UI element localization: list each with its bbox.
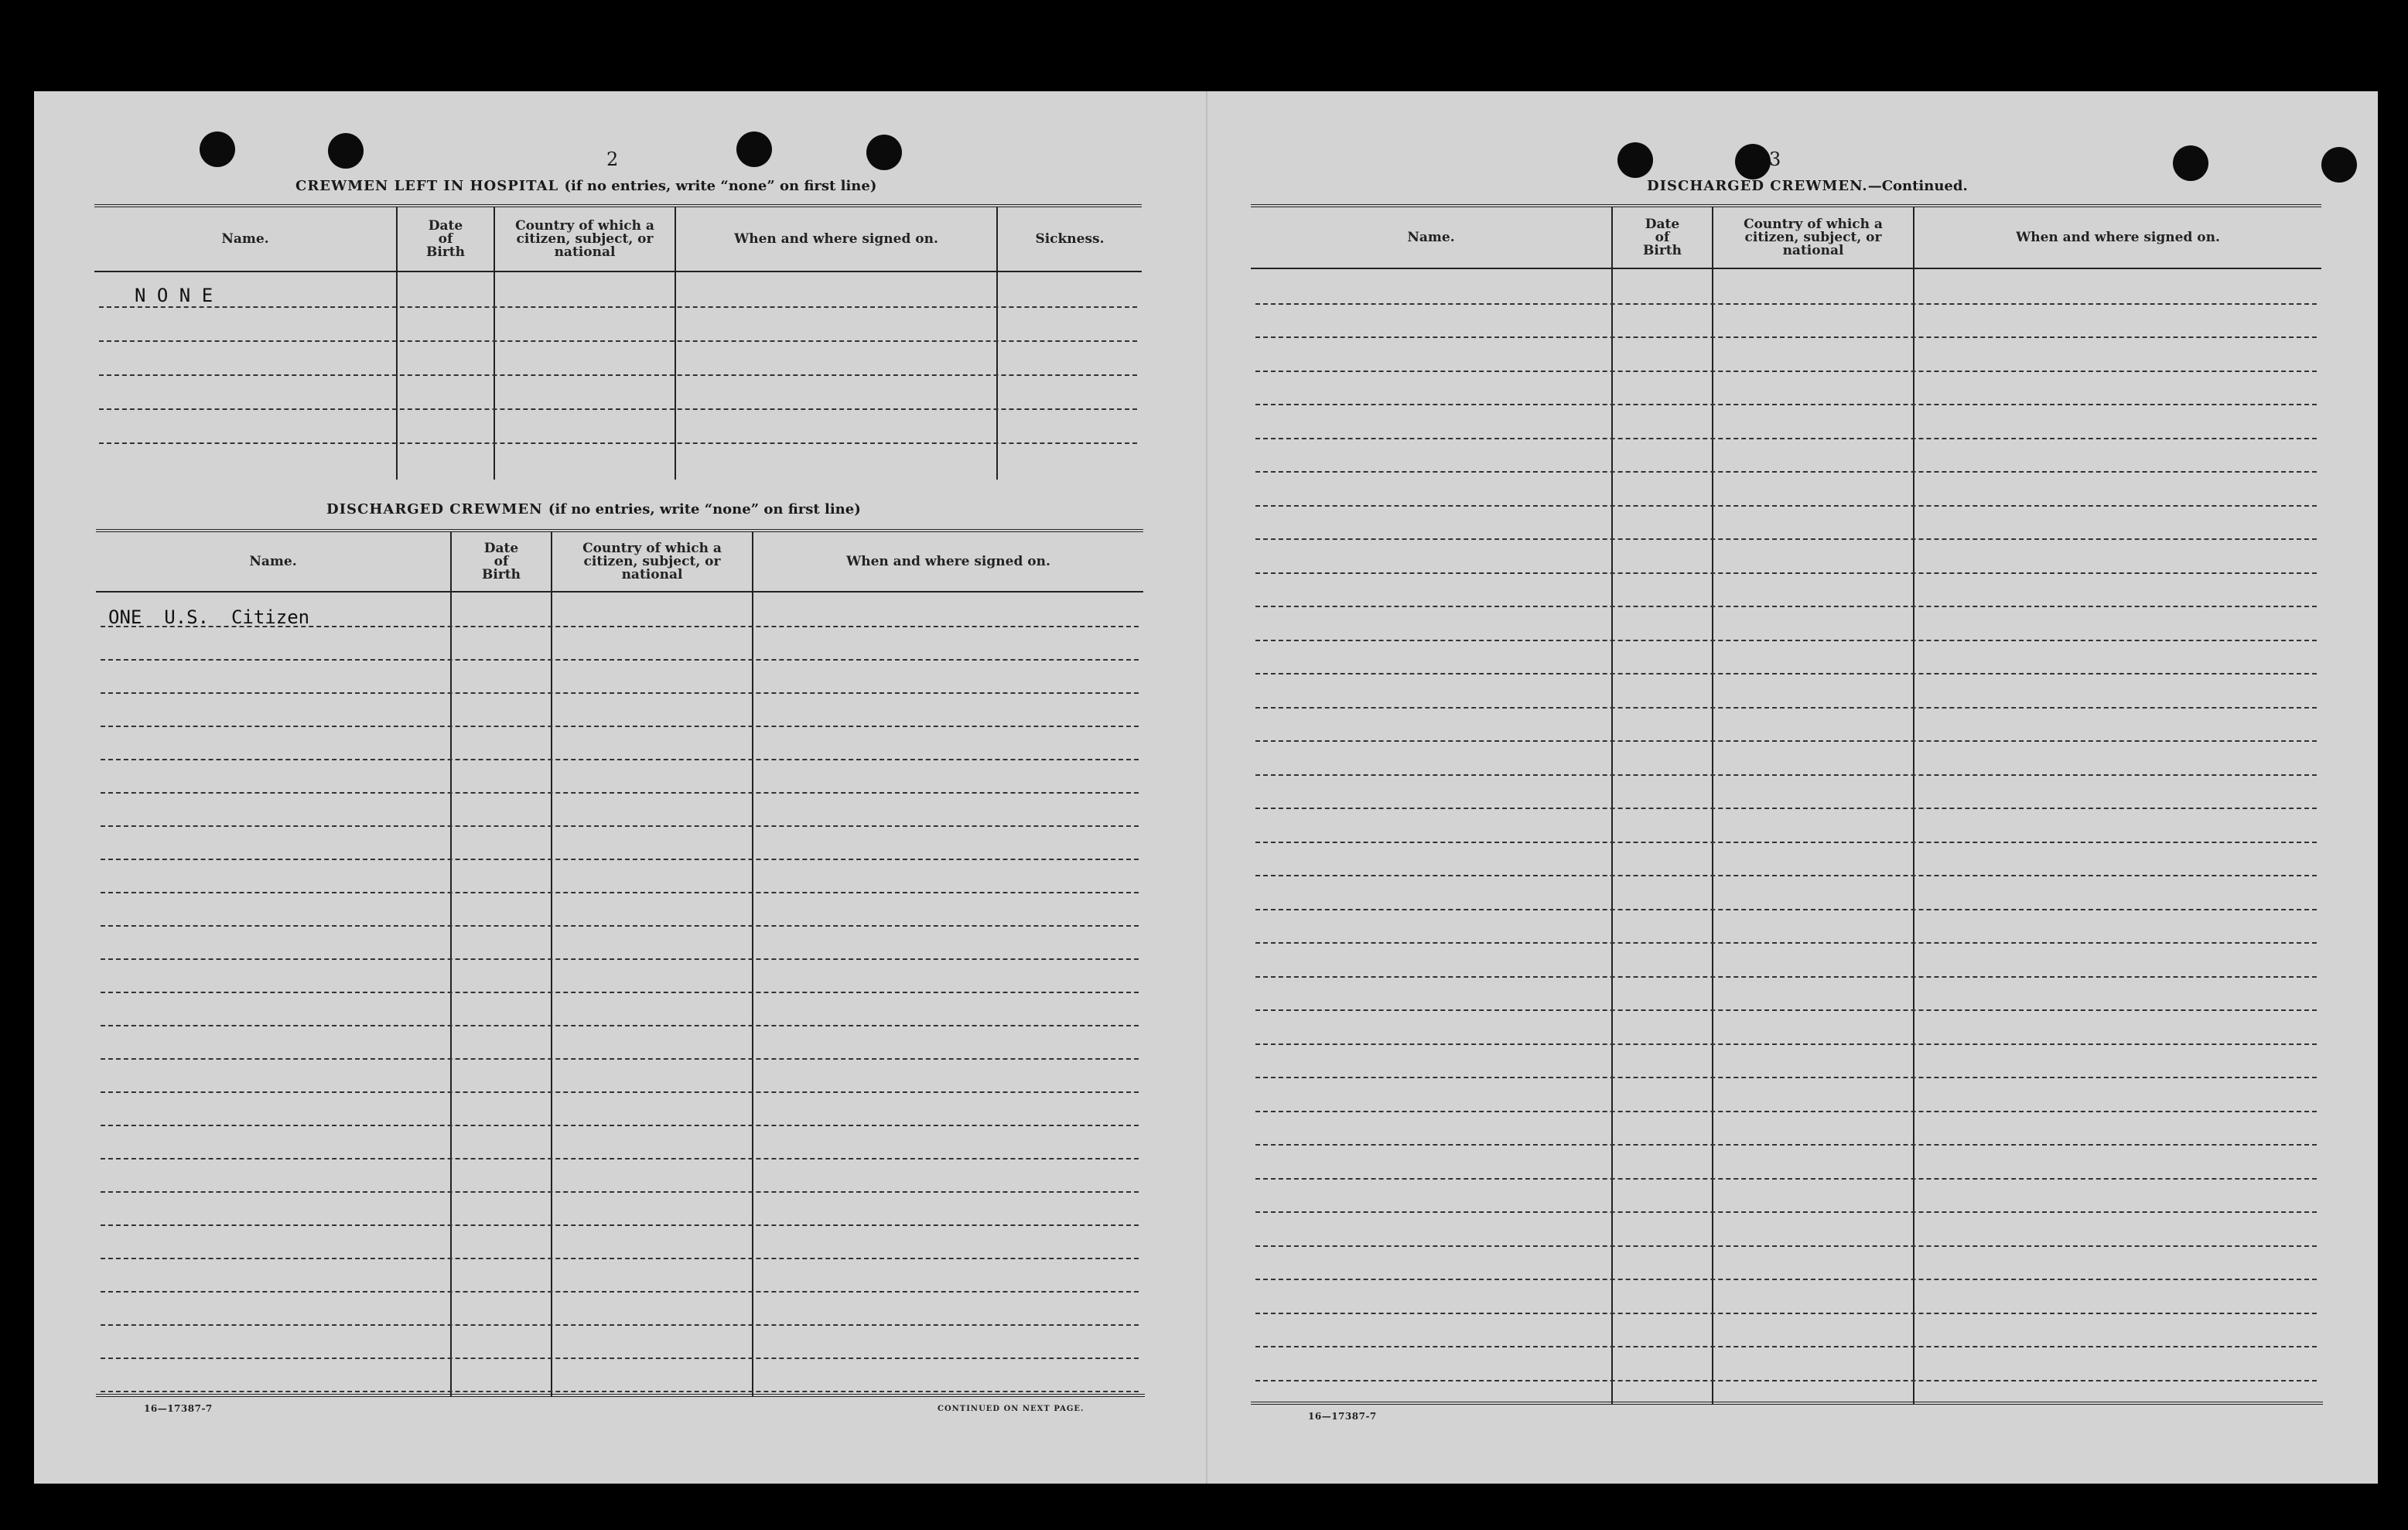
name-column bbox=[96, 532, 450, 1397]
ruled-line bbox=[1255, 1211, 2317, 1213]
ruled-line bbox=[99, 442, 1137, 444]
column-header: Sickness. bbox=[998, 207, 1142, 272]
ruled-line bbox=[99, 306, 1137, 308]
ruled-line bbox=[101, 1158, 1139, 1159]
ruled-line bbox=[1255, 808, 2317, 809]
ruled-line bbox=[101, 958, 1139, 960]
ruled-line bbox=[101, 692, 1139, 694]
sickness-column bbox=[998, 207, 1142, 480]
column-header: Name. bbox=[1251, 207, 1611, 269]
ruled-line bbox=[1255, 1245, 2317, 1247]
ruled-line bbox=[1255, 1279, 2317, 1280]
ruled-line bbox=[1255, 1346, 2317, 1347]
form-code: 16—17387-7 bbox=[1308, 1411, 1377, 1422]
ruled-line bbox=[1255, 1043, 2317, 1045]
ruled-line bbox=[1255, 1009, 2317, 1011]
ruled-line bbox=[101, 1291, 1139, 1293]
country-column bbox=[495, 207, 675, 480]
ruled-line bbox=[1255, 606, 2317, 607]
signed-on-column bbox=[753, 532, 1143, 1397]
ruled-line bbox=[101, 1025, 1139, 1026]
ruled-line bbox=[1255, 1178, 2317, 1180]
punch-hole bbox=[866, 135, 902, 170]
signed-on-column bbox=[676, 207, 996, 480]
ruled-line bbox=[1255, 707, 2317, 709]
ruled-line bbox=[101, 1358, 1139, 1359]
punch-hole bbox=[2321, 147, 2357, 183]
page-number: 3 bbox=[1769, 149, 1781, 170]
column-header: Country of which a citizen, subject, or national bbox=[1713, 207, 1913, 269]
ruled-line bbox=[1255, 774, 2317, 776]
punch-hole bbox=[1617, 142, 1653, 178]
discharged-table bbox=[96, 529, 1143, 1397]
ruled-line bbox=[101, 859, 1139, 860]
discharged-continued-table bbox=[1251, 204, 2321, 1405]
ruled-line bbox=[101, 1191, 1139, 1193]
ruled-line bbox=[101, 1091, 1139, 1093]
birth-date-column bbox=[398, 207, 494, 480]
ruled-line bbox=[1255, 1380, 2317, 1381]
ruled-line bbox=[1255, 404, 2317, 405]
bottom-rule bbox=[1251, 1402, 2323, 1405]
column-header: Name. bbox=[94, 207, 396, 272]
ruled-line bbox=[101, 1224, 1139, 1226]
ruled-line bbox=[101, 825, 1139, 827]
left-page bbox=[34, 91, 1206, 1484]
ruled-line bbox=[99, 374, 1137, 376]
hospital-entry: N O N E bbox=[135, 285, 213, 306]
ruled-line bbox=[1255, 740, 2317, 742]
hospital-section-title bbox=[295, 178, 876, 194]
ruled-line bbox=[1255, 909, 2317, 910]
ruled-line bbox=[1255, 1111, 2317, 1112]
hospital-title-note: (if no entries, write “none” on first line) bbox=[564, 178, 877, 194]
ruled-line bbox=[101, 1258, 1139, 1259]
page-number: 2 bbox=[606, 149, 619, 170]
continued-section-title bbox=[1647, 178, 1968, 194]
discharged-section-title bbox=[326, 501, 861, 517]
ruled-line bbox=[101, 726, 1139, 727]
ruled-line bbox=[101, 1324, 1139, 1326]
ruled-line bbox=[1255, 438, 2317, 439]
form-sheet bbox=[34, 91, 2378, 1484]
ruled-line bbox=[101, 1125, 1139, 1126]
name-column bbox=[94, 207, 396, 480]
ruled-line bbox=[1255, 875, 2317, 876]
birth-date-column bbox=[452, 532, 551, 1397]
ruled-line bbox=[101, 626, 1139, 627]
continued-title-text: DISCHARGED CREWMEN. bbox=[1647, 178, 1868, 194]
ruled-line bbox=[101, 925, 1139, 927]
continued-note: CONTINUED ON NEXT PAGE. bbox=[938, 1405, 1084, 1413]
ruled-line bbox=[1255, 572, 2317, 574]
punch-hole bbox=[736, 131, 772, 167]
ruled-line bbox=[99, 340, 1137, 342]
hospital-title-text: CREWMEN LEFT IN HOSPITAL bbox=[295, 178, 559, 194]
hospital-table bbox=[94, 204, 1142, 480]
ruled-line bbox=[1255, 1077, 2317, 1078]
signed-on-column bbox=[1914, 207, 2321, 1405]
form-code: 16—17387-7 bbox=[144, 1403, 213, 1414]
right-page bbox=[1206, 91, 2378, 1484]
ruled-line bbox=[1255, 371, 2317, 372]
ruled-line bbox=[101, 1391, 1139, 1392]
ruled-line bbox=[99, 408, 1137, 410]
country-column bbox=[1713, 207, 1913, 1405]
continued-title-suffix: —Continued. bbox=[1867, 178, 1968, 194]
column-header: When and where signed on. bbox=[753, 532, 1143, 593]
ruled-line bbox=[1255, 505, 2317, 507]
ruled-line bbox=[1255, 942, 2317, 944]
ruled-line bbox=[101, 792, 1139, 794]
column-header: Date of Birth bbox=[1613, 207, 1712, 269]
column-header: Name. bbox=[96, 532, 450, 593]
ruled-line bbox=[1255, 1144, 2317, 1146]
ruled-line bbox=[101, 992, 1139, 993]
ruled-line bbox=[1255, 976, 2317, 978]
column-header: Country of which a citizen, subject, or national bbox=[552, 532, 752, 593]
ruled-line bbox=[101, 659, 1139, 661]
column-header: Date of Birth bbox=[398, 207, 494, 272]
ruled-line bbox=[1255, 842, 2317, 843]
ruled-line bbox=[1255, 538, 2317, 540]
name-column bbox=[1251, 207, 1611, 1405]
punch-hole bbox=[1735, 144, 1771, 179]
ruled-line bbox=[101, 1058, 1139, 1060]
ruled-line bbox=[1255, 303, 2317, 305]
ruled-line bbox=[101, 759, 1139, 760]
bottom-rule bbox=[96, 1394, 1145, 1397]
discharged-title-text: DISCHARGED CREWMEN bbox=[326, 501, 543, 517]
column-header: When and where signed on. bbox=[1914, 207, 2321, 269]
ruled-line bbox=[1255, 336, 2317, 338]
punch-hole bbox=[2173, 145, 2208, 181]
column-header: Date of Birth bbox=[452, 532, 551, 593]
column-header: When and where signed on. bbox=[676, 207, 996, 272]
column-header: Country of which a citizen, subject, or national bbox=[495, 207, 675, 272]
punch-hole bbox=[328, 133, 364, 169]
punch-hole bbox=[200, 131, 235, 167]
ruled-line bbox=[1255, 673, 2317, 674]
ruled-line bbox=[1255, 1313, 2317, 1314]
country-column bbox=[552, 532, 752, 1397]
ruled-line bbox=[101, 892, 1139, 893]
discharged-title-note: (if no entries, write “none” on first line) bbox=[548, 501, 861, 517]
ruled-line bbox=[1255, 471, 2317, 473]
birth-date-column bbox=[1613, 207, 1712, 1405]
discharged-entry: ONE U.S. Citizen bbox=[108, 606, 310, 628]
ruled-line bbox=[1255, 640, 2317, 641]
